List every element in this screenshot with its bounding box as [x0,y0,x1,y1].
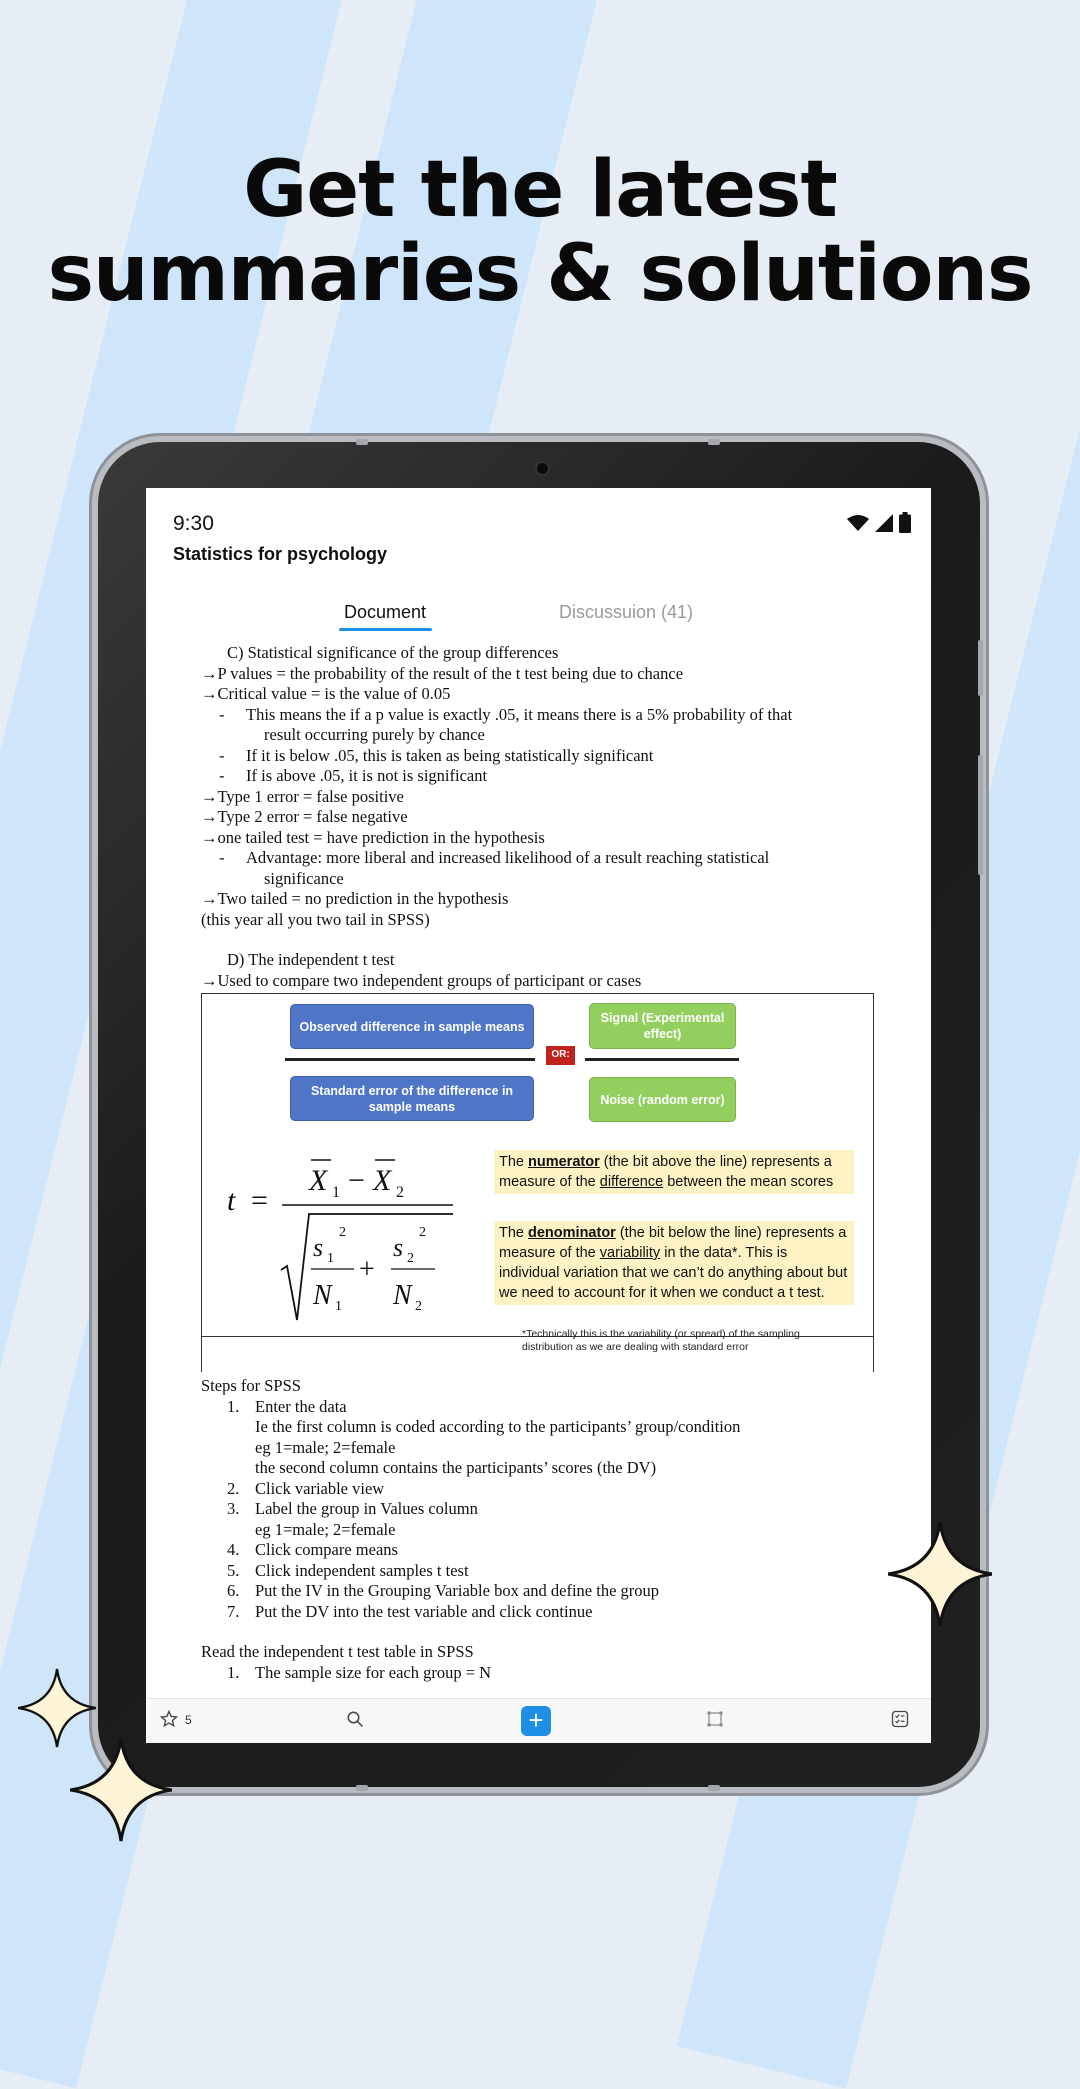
figure-footnote: *Technically this is the variability (or spread) of the sampling distribution as we are dealing with standard error [522,1328,800,1353]
search-icon[interactable] [346,1710,364,1728]
formula-minus: − [348,1164,365,1197]
star-count: 5 [185,1713,192,1727]
note-denominator: The denominator (the bit below the line) represents a measure of the variability in the data*. This is individual variation that we can’t do anything about but we need to account for it when we conduct a t test. [494,1221,854,1305]
read-steps-list [201,1663,891,1684]
doc-line: →Critical value = is the value of 0.05 [201,684,451,703]
bullet-item: - If it is below .05, this is taken as being statistically significant [219,745,654,765]
plus-button[interactable] [521,1706,551,1736]
doc-line: →Type 1 error = false positive [201,786,404,806]
section-heading: D) The independent t test [227,950,395,969]
step-item: Ie the first column is coded according to the participants’ group/condition [255,1417,741,1436]
sparkle-icon [70,1738,172,1842]
wifi-icon [847,515,869,531]
step-item: 4. Click compare means [227,1540,398,1559]
step-item: 1. Enter the data [227,1396,347,1416]
checklist-icon[interactable] [891,1710,909,1728]
bottom-toolbar [146,1698,931,1743]
doc-line: →P values = the probability of the result of the t test being due to chance [201,663,684,683]
tab-discussion[interactable] [559,602,693,623]
formula-n1-sub: 1 [335,1299,342,1314]
formula-x1-sub: 1 [332,1184,340,1201]
step-item: the second column contains the participants’ scores (the DV) [255,1458,657,1477]
step-item: 1. The sample size for each group = N [227,1662,492,1682]
tablet-screen [146,488,931,1743]
tablet-top-button [356,439,368,445]
fraction-line-left [285,1058,535,1061]
or-badge: OR: [546,1046,575,1065]
formula-x2-sub: 2 [396,1184,404,1201]
tablet-bottom-button [356,1785,368,1791]
sparkle-icon [888,1522,992,1626]
step-item: 5. Click independent samples t test [227,1560,469,1580]
formula-equals: = [251,1184,268,1217]
step-item: 2. Click variable view [227,1478,385,1498]
app-title: Statistics for psychology [173,544,388,564]
document-content [201,643,891,1683]
box-observed-difference: Observed difference in sample means [290,1004,534,1049]
formula-n2-sub: 2 [415,1299,422,1314]
note-numerator: The numerator (the bit above the line) represents a measure of the difference between the mean scores [494,1150,854,1194]
formula-s2: s [393,1233,404,1262]
steps-list [201,1397,891,1623]
doc-line: →Used to compare two independent groups of participant or cases [201,970,642,990]
section-heading: C) Statistical significance of the group differences [227,643,559,662]
box-standard-error: Standard error of the difference in sample means [290,1076,534,1121]
step-item: 3. Label the group in Values column [227,1499,478,1518]
headline-line-1: Get the latest [243,145,837,235]
tablet-top-button [708,439,720,445]
doc-line: (this year all you two tail in SPSS) [201,909,430,929]
tablet-side-button [978,640,983,696]
formula-s1: s [313,1233,324,1262]
steps-heading: Steps for SPSS [201,1376,301,1395]
formula-s2-sup: 2 [419,1225,426,1240]
doc-line: →one tailed test = have prediction in the hypothesis [201,827,545,847]
fraction-line-right [585,1058,739,1061]
formula-plus: + [359,1254,375,1285]
bullet-item: - This means the if a p value is exactly .05, it means there is a 5% probability of that [219,704,793,724]
t-formula [217,1152,467,1332]
headline-line-2: summaries & solutions [47,229,1033,319]
formula-x2: X [373,1164,392,1197]
active-tab-indicator [339,628,432,631]
tab-label: Discussuion (41) [559,602,694,622]
promo-headline [0,145,1080,319]
battery-icon [899,512,911,533]
status-icons [847,512,911,533]
crop-icon[interactable] [706,1710,724,1728]
step-item: eg 1=male; 2=female [255,1437,396,1457]
tab-document[interactable] [344,602,426,623]
bullet-continuation: significance [264,868,344,888]
tablet-side-button [978,755,983,875]
status-time: 9:30 [173,512,214,535]
formula-s1-sub: 1 [327,1251,334,1266]
formula-s1-sup: 2 [339,1225,346,1240]
box-signal: Signal (Experimental effect) [589,1003,736,1049]
doc-line: →Type 2 error = false negative [201,807,408,826]
tab-label: Document [344,602,427,622]
formula-n2: N [393,1280,412,1311]
camera-icon [535,461,550,476]
doc-line: →Two tailed = no prediction in the hypothesis [201,889,509,908]
t-test-figure [201,993,874,1372]
formula-s2-sub: 2 [407,1251,414,1266]
plus-icon: + [528,1705,544,1735]
bullet-continuation: result occurring purely by chance [264,725,485,744]
formula-t: t [227,1184,236,1217]
formula-x1: X [309,1164,328,1197]
bullet-item: - If is above .05, it is not is significant [219,766,488,785]
star-icon[interactable] [160,1710,178,1728]
formula-n1: N [313,1280,332,1311]
step-item: 6. Put the IV in the Grouping Variable box and define the group [227,1581,660,1600]
box-noise: Noise (random error) [589,1077,736,1122]
tablet-bottom-button [708,1785,720,1791]
bullet-item: - Advantage: more liberal and increased likelihood of a result reaching statistical [219,848,770,867]
step-item: 7. Put the DV into the test variable and click continue [227,1601,593,1621]
step-item: eg 1=male; 2=female [255,1519,396,1539]
read-heading: Read the independent t test table in SPSS [201,1642,474,1661]
signal-icon [875,514,893,532]
